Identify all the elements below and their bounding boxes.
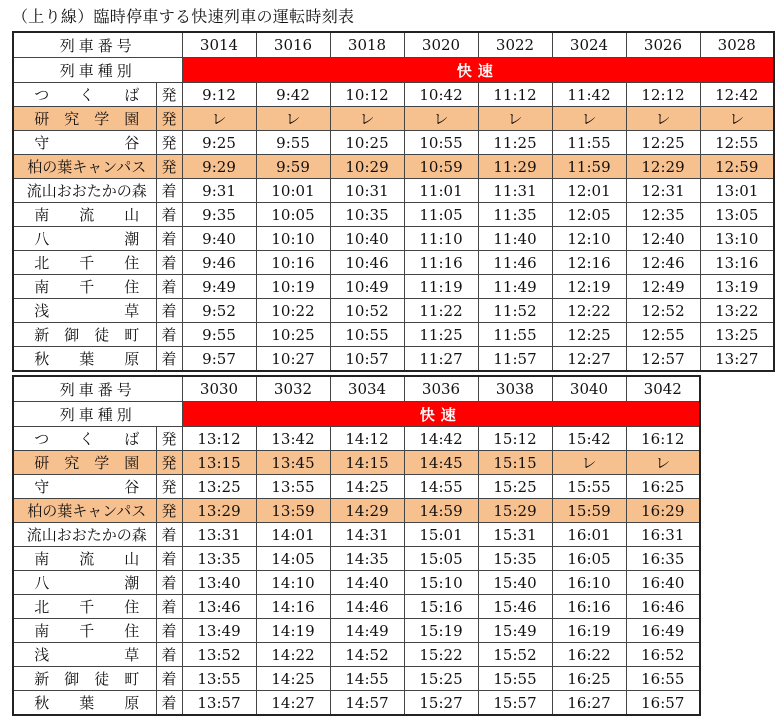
time-cell: 10:57 xyxy=(330,347,404,372)
arrive-depart-mark: 着 xyxy=(156,323,182,347)
arrive-depart-mark: 着 xyxy=(156,619,182,643)
arrive-depart-mark: 発 xyxy=(156,451,182,475)
station-row xyxy=(13,643,700,667)
time-cell: 15:16 xyxy=(404,595,478,619)
time-cell: 12:25 xyxy=(626,131,700,155)
time-cell: 11:35 xyxy=(478,203,552,227)
time-cell: 14:15 xyxy=(330,451,404,475)
time-cell: 11:55 xyxy=(552,131,626,155)
time-cell: 13:27 xyxy=(700,347,774,372)
train-number-cell: 3024 xyxy=(552,32,626,58)
time-cell: 10:25 xyxy=(330,131,404,155)
arrive-depart-mark: 着 xyxy=(156,547,182,571)
time-cell: 11:49 xyxy=(478,275,552,299)
station-name: 南 千 住 xyxy=(13,275,156,299)
time-cell: 13:45 xyxy=(256,451,330,475)
time-cell: 12:59 xyxy=(700,155,774,179)
station-name: 新 御 徒 町 xyxy=(13,323,156,347)
time-cell: 16:46 xyxy=(626,595,700,619)
time-cell: 9:46 xyxy=(182,251,256,275)
time-cell: 16:57 xyxy=(626,691,700,716)
time-cell: 9:29 xyxy=(182,155,256,179)
arrive-depart-mark: 着 xyxy=(156,571,182,595)
train-number-cell: 3036 xyxy=(404,376,478,402)
time-cell: 15:12 xyxy=(478,427,552,451)
station-row xyxy=(13,619,700,643)
time-cell: 16:29 xyxy=(626,499,700,523)
time-cell: 15:55 xyxy=(552,475,626,499)
time-cell: 15:15 xyxy=(478,451,552,475)
time-cell: 9:31 xyxy=(182,179,256,203)
time-cell: 9:25 xyxy=(182,131,256,155)
train-number-cell: 3018 xyxy=(330,32,404,58)
time-cell: 15:25 xyxy=(404,667,478,691)
time-cell: 15:05 xyxy=(404,547,478,571)
time-cell: 14:42 xyxy=(404,427,478,451)
station-name: 研 究 学 園 xyxy=(13,107,156,131)
time-cell: 12:27 xyxy=(552,347,626,372)
time-cell: 15:31 xyxy=(478,523,552,547)
train-number-row xyxy=(13,32,774,58)
time-cell: レ xyxy=(552,451,626,475)
time-cell: 13:01 xyxy=(700,179,774,203)
time-cell: 11:29 xyxy=(478,155,552,179)
station-row xyxy=(13,275,774,299)
time-cell: 16:05 xyxy=(552,547,626,571)
time-cell: 13:55 xyxy=(256,475,330,499)
time-cell: 15:57 xyxy=(478,691,552,716)
time-cell: 15:59 xyxy=(552,499,626,523)
time-cell: 10:05 xyxy=(256,203,330,227)
time-cell: 13:55 xyxy=(182,667,256,691)
train-type-label: 列車種別 xyxy=(13,402,182,427)
time-cell: 15:49 xyxy=(478,619,552,643)
time-cell: 16:16 xyxy=(552,595,626,619)
time-cell: 15:27 xyxy=(404,691,478,716)
time-cell: 12:55 xyxy=(700,131,774,155)
time-cell: 14:29 xyxy=(330,499,404,523)
station-name: 南 流 山 xyxy=(13,203,156,227)
time-cell: 14:01 xyxy=(256,523,330,547)
train-type-row xyxy=(13,58,774,83)
arrive-depart-mark: 着 xyxy=(156,523,182,547)
train-number-cell: 3028 xyxy=(700,32,774,58)
time-cell: 14:19 xyxy=(256,619,330,643)
arrive-depart-mark: 発 xyxy=(156,427,182,451)
station-row xyxy=(13,523,700,547)
time-cell: 11:59 xyxy=(552,155,626,179)
arrive-depart-mark: 発 xyxy=(156,155,182,179)
arrive-depart-mark: 着 xyxy=(156,203,182,227)
time-cell: 13:35 xyxy=(182,547,256,571)
time-cell: 12:29 xyxy=(626,155,700,179)
timetable-2 xyxy=(12,375,701,716)
time-cell: 14:35 xyxy=(330,547,404,571)
time-cell: 12:19 xyxy=(552,275,626,299)
time-cell: 16:40 xyxy=(626,571,700,595)
train-number-cell: 3026 xyxy=(626,32,700,58)
time-cell: 11:22 xyxy=(404,299,478,323)
station-row xyxy=(13,107,774,131)
time-cell: 10:16 xyxy=(256,251,330,275)
time-cell: 13:49 xyxy=(182,619,256,643)
time-cell: 14:49 xyxy=(330,619,404,643)
time-cell: 11:57 xyxy=(478,347,552,372)
station-name: 秋 葉 原 xyxy=(13,347,156,372)
time-cell: 14:45 xyxy=(404,451,478,475)
time-cell: 10:31 xyxy=(330,179,404,203)
time-cell: 15:29 xyxy=(478,499,552,523)
station-row xyxy=(13,547,700,571)
time-cell: レ xyxy=(182,107,256,131)
time-cell: 9:40 xyxy=(182,227,256,251)
time-cell: 12:35 xyxy=(626,203,700,227)
time-cell: 13:05 xyxy=(700,203,774,227)
time-cell: 11:16 xyxy=(404,251,478,275)
time-cell: 10:29 xyxy=(330,155,404,179)
time-cell: 14:12 xyxy=(330,427,404,451)
time-cell: レ xyxy=(552,107,626,131)
time-cell: 9:55 xyxy=(182,323,256,347)
time-cell: 14:25 xyxy=(330,475,404,499)
time-cell: 10:55 xyxy=(330,323,404,347)
station-row xyxy=(13,227,774,251)
time-cell: 14:16 xyxy=(256,595,330,619)
arrive-depart-mark: 発 xyxy=(156,499,182,523)
station-name: 北 千 住 xyxy=(13,595,156,619)
station-name: 秋 葉 原 xyxy=(13,691,156,716)
time-cell: 14:40 xyxy=(330,571,404,595)
train-number-cell: 3042 xyxy=(626,376,700,402)
train-type-row xyxy=(13,402,700,427)
station-row xyxy=(13,571,700,595)
time-cell: 11:31 xyxy=(478,179,552,203)
time-cell: 11:52 xyxy=(478,299,552,323)
time-cell: 14:55 xyxy=(330,667,404,691)
time-cell: 12:31 xyxy=(626,179,700,203)
time-cell: 9:52 xyxy=(182,299,256,323)
train-number-row xyxy=(13,376,700,402)
time-cell: 13:46 xyxy=(182,595,256,619)
time-cell: 15:35 xyxy=(478,547,552,571)
time-cell: 11:01 xyxy=(404,179,478,203)
arrive-depart-mark: 着 xyxy=(156,251,182,275)
time-cell: 10:49 xyxy=(330,275,404,299)
arrive-depart-mark: 着 xyxy=(156,299,182,323)
station-row xyxy=(13,203,774,227)
station-name: 守 谷 xyxy=(13,475,156,499)
station-name: 八 潮 xyxy=(13,227,156,251)
time-cell: 13:25 xyxy=(182,475,256,499)
station-name: 北 千 住 xyxy=(13,251,156,275)
time-cell: 12:40 xyxy=(626,227,700,251)
time-cell: 12:12 xyxy=(626,83,700,107)
time-cell: 12:57 xyxy=(626,347,700,372)
time-cell: 11:55 xyxy=(478,323,552,347)
station-name: 流山おおたかの森 xyxy=(13,523,156,547)
time-cell: 13:16 xyxy=(700,251,774,275)
time-cell: 10:01 xyxy=(256,179,330,203)
station-row xyxy=(13,667,700,691)
train-number-cell: 3020 xyxy=(404,32,478,58)
train-type-rapid-band: 快速 xyxy=(182,402,700,427)
time-cell: 14:10 xyxy=(256,571,330,595)
station-row xyxy=(13,451,700,475)
time-cell: 12:42 xyxy=(700,83,774,107)
time-cell: 16:25 xyxy=(626,475,700,499)
arrive-depart-mark: 着 xyxy=(156,227,182,251)
station-row xyxy=(13,323,774,347)
time-cell: 9:49 xyxy=(182,275,256,299)
time-cell: 14:22 xyxy=(256,643,330,667)
time-cell: 15:46 xyxy=(478,595,552,619)
train-number-cell: 3030 xyxy=(182,376,256,402)
time-cell: 16:10 xyxy=(552,571,626,595)
time-cell: 10:12 xyxy=(330,83,404,107)
train-number-label: 列車番号 xyxy=(13,32,182,58)
train-number-cell: 3034 xyxy=(330,376,404,402)
time-cell: 14:25 xyxy=(256,667,330,691)
time-cell: 13:52 xyxy=(182,643,256,667)
station-name: つ く ば xyxy=(13,427,156,451)
train-number-cell: 3014 xyxy=(182,32,256,58)
time-cell: 12:55 xyxy=(626,323,700,347)
time-cell: 16:12 xyxy=(626,427,700,451)
train-number-label: 列車番号 xyxy=(13,376,182,402)
time-cell: レ xyxy=(626,451,700,475)
time-cell: 11:12 xyxy=(478,83,552,107)
station-name: 八 潮 xyxy=(13,571,156,595)
time-cell: 12:16 xyxy=(552,251,626,275)
time-cell: レ xyxy=(626,107,700,131)
time-cell: 15:55 xyxy=(478,667,552,691)
train-number-cell: 3032 xyxy=(256,376,330,402)
time-cell: 9:55 xyxy=(256,131,330,155)
time-cell: 11:10 xyxy=(404,227,478,251)
station-row xyxy=(13,499,700,523)
time-cell: 13:31 xyxy=(182,523,256,547)
arrive-depart-mark: 発 xyxy=(156,475,182,499)
time-cell: 14:46 xyxy=(330,595,404,619)
time-cell: レ xyxy=(330,107,404,131)
time-cell: 13:42 xyxy=(256,427,330,451)
station-row xyxy=(13,595,700,619)
time-cell: 10:52 xyxy=(330,299,404,323)
time-cell: 12:05 xyxy=(552,203,626,227)
time-cell: 16:25 xyxy=(552,667,626,691)
time-cell: 14:55 xyxy=(404,475,478,499)
time-cell: 12:52 xyxy=(626,299,700,323)
station-row xyxy=(13,347,774,372)
time-cell: 15:22 xyxy=(404,643,478,667)
station-row xyxy=(13,427,700,451)
time-cell: 11:46 xyxy=(478,251,552,275)
arrive-depart-mark: 着 xyxy=(156,347,182,372)
timetable-1 xyxy=(12,31,775,372)
time-cell: 15:25 xyxy=(478,475,552,499)
time-cell: 16:35 xyxy=(626,547,700,571)
time-cell: 10:55 xyxy=(404,131,478,155)
time-cell: 15:52 xyxy=(478,643,552,667)
time-cell: 9:42 xyxy=(256,83,330,107)
time-cell: 12:22 xyxy=(552,299,626,323)
time-cell: 14:27 xyxy=(256,691,330,716)
time-cell: 16:49 xyxy=(626,619,700,643)
arrive-depart-mark: 着 xyxy=(156,667,182,691)
time-cell: 11:27 xyxy=(404,347,478,372)
time-cell: 11:05 xyxy=(404,203,478,227)
station-name: 研 究 学 園 xyxy=(13,451,156,475)
time-cell: 11:19 xyxy=(404,275,478,299)
train-number-cell: 3022 xyxy=(478,32,552,58)
time-cell: 10:40 xyxy=(330,227,404,251)
arrive-depart-mark: 発 xyxy=(156,131,182,155)
time-cell: 10:59 xyxy=(404,155,478,179)
station-row xyxy=(13,131,774,155)
station-row xyxy=(13,299,774,323)
station-name: 流山おおたかの森 xyxy=(13,179,156,203)
time-cell: 11:40 xyxy=(478,227,552,251)
arrive-depart-mark: 着 xyxy=(156,179,182,203)
time-cell: 10:35 xyxy=(330,203,404,227)
time-cell: レ xyxy=(478,107,552,131)
time-cell: レ xyxy=(256,107,330,131)
time-cell: 10:19 xyxy=(256,275,330,299)
time-cell: 10:22 xyxy=(256,299,330,323)
station-name: 南 流 山 xyxy=(13,547,156,571)
time-cell: 10:42 xyxy=(404,83,478,107)
arrive-depart-mark: 着 xyxy=(156,643,182,667)
time-cell: 13:40 xyxy=(182,571,256,595)
time-cell: 16:19 xyxy=(552,619,626,643)
station-row xyxy=(13,83,774,107)
time-cell: 12:25 xyxy=(552,323,626,347)
time-cell: 16:22 xyxy=(552,643,626,667)
station-row xyxy=(13,155,774,179)
time-cell: 12:01 xyxy=(552,179,626,203)
time-cell: 13:25 xyxy=(700,323,774,347)
time-cell: 11:25 xyxy=(404,323,478,347)
time-cell: 13:57 xyxy=(182,691,256,716)
time-cell: 13:15 xyxy=(182,451,256,475)
station-row xyxy=(13,179,774,203)
time-cell: 13:59 xyxy=(256,499,330,523)
time-cell: レ xyxy=(404,107,478,131)
station-name: 柏の葉キャンパス xyxy=(13,155,156,179)
train-number-cell: 3016 xyxy=(256,32,330,58)
time-cell: 16:01 xyxy=(552,523,626,547)
time-cell: 12:49 xyxy=(626,275,700,299)
station-row xyxy=(13,251,774,275)
time-cell: 9:12 xyxy=(182,83,256,107)
time-cell: 15:01 xyxy=(404,523,478,547)
time-cell: 10:10 xyxy=(256,227,330,251)
station-name: 柏の葉キャンパス xyxy=(13,499,156,523)
time-cell: 12:10 xyxy=(552,227,626,251)
time-cell: レ xyxy=(700,107,774,131)
time-cell: 16:55 xyxy=(626,667,700,691)
station-row xyxy=(13,691,700,716)
station-name: 新 御 徒 町 xyxy=(13,667,156,691)
arrive-depart-mark: 発 xyxy=(156,83,182,107)
time-cell: 15:40 xyxy=(478,571,552,595)
time-cell: 14:57 xyxy=(330,691,404,716)
time-cell: 14:05 xyxy=(256,547,330,571)
time-cell: 9:59 xyxy=(256,155,330,179)
station-name: 南 千 住 xyxy=(13,619,156,643)
train-type-label: 列車種別 xyxy=(13,58,182,83)
time-cell: 15:10 xyxy=(404,571,478,595)
time-cell: 16:27 xyxy=(552,691,626,716)
time-cell: 9:35 xyxy=(182,203,256,227)
page-title: （上り線）臨時停車する快速列車の運転時刻表 xyxy=(12,7,355,26)
arrive-depart-mark: 発 xyxy=(156,107,182,131)
arrive-depart-mark: 着 xyxy=(156,595,182,619)
time-cell: 13:29 xyxy=(182,499,256,523)
time-cell: 14:59 xyxy=(404,499,478,523)
time-cell: 13:19 xyxy=(700,275,774,299)
station-name: 浅 草 xyxy=(13,299,156,323)
time-cell: 10:27 xyxy=(256,347,330,372)
train-number-cell: 3040 xyxy=(552,376,626,402)
time-cell: 16:52 xyxy=(626,643,700,667)
time-cell: 13:22 xyxy=(700,299,774,323)
station-name: 浅 草 xyxy=(13,643,156,667)
time-cell: 9:57 xyxy=(182,347,256,372)
arrive-depart-mark: 着 xyxy=(156,691,182,716)
station-name: つ く ば xyxy=(13,83,156,107)
arrive-depart-mark: 着 xyxy=(156,275,182,299)
time-cell: 13:12 xyxy=(182,427,256,451)
time-cell: 14:52 xyxy=(330,643,404,667)
time-cell: 16:31 xyxy=(626,523,700,547)
train-number-cell: 3038 xyxy=(478,376,552,402)
time-cell: 11:42 xyxy=(552,83,626,107)
time-cell: 15:19 xyxy=(404,619,478,643)
station-name: 守 谷 xyxy=(13,131,156,155)
time-cell: 15:42 xyxy=(552,427,626,451)
time-cell: 11:25 xyxy=(478,131,552,155)
train-type-rapid-band: 快速 xyxy=(182,58,774,83)
time-cell: 10:25 xyxy=(256,323,330,347)
time-cell: 13:10 xyxy=(700,227,774,251)
station-row xyxy=(13,475,700,499)
time-cell: 12:46 xyxy=(626,251,700,275)
time-cell: 14:31 xyxy=(330,523,404,547)
time-cell: 10:46 xyxy=(330,251,404,275)
